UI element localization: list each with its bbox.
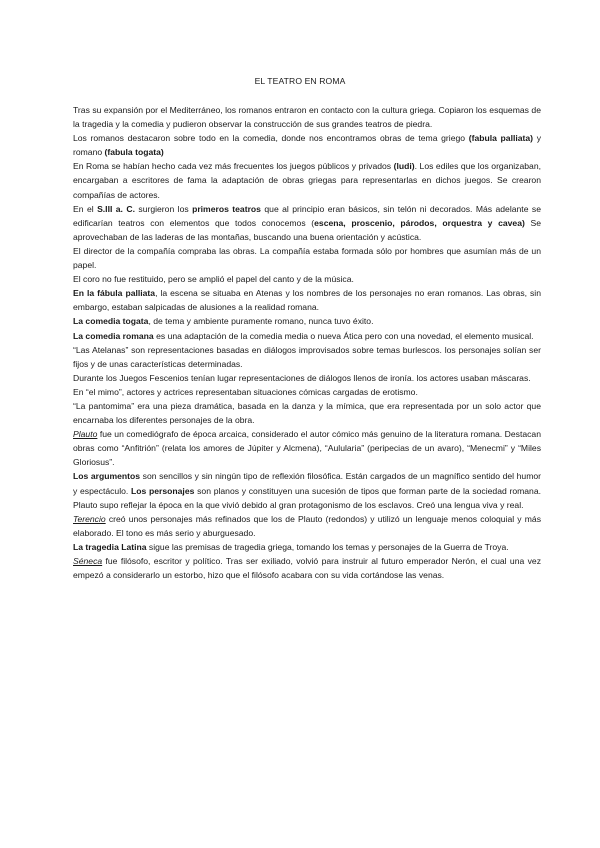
- paragraph-atelanas: “Las Atelanas” son representaciones basadas en diálogos improvisados sobre temas burlescos. los personajes solían ser fijos y de unas características determinadas.: [73, 344, 541, 369]
- paragraph-juegos: En Roma se habían hecho cada vez más frecuentes los juegos públicos y privados (ludi). Los ediles que los organizaban, encargaban a escritores de fama la adaptación de obras griegas para representarlas en dichos juegos. Se crearon compañías de actores.: [73, 161, 541, 200]
- page-title: EL TEATRO EN ROMA: [254, 76, 346, 86]
- paragraph-director: El director de la compañía compraba las obras. La compañía estaba formada sólo por hombres que asumían más de un papel.: [73, 245, 541, 271]
- paragraph-pantomima: “La pantomima” era una pieza dramática, basada en la danza y la mímica, que era representada por un solo actor que encarnaba los diferentes personajes de la obra.: [73, 400, 541, 426]
- paragraph-teatros: En el S.III a. C. surgieron los primeros teatros que al principio eran básicos, sin telón ni decorados. Más adelante se edificarían teatros con elementos que todos conocemos (escena, proscenio, párodos, orquestra y cavea) Se aprovechaban de las laderas de las montañas, buscando una buena orientación y acústica.: [73, 203, 542, 242]
- paragraph-fescenios: Durante los Juegos Fescenios tenían lugar representaciones de diálogos llenos de ironía. los actores usaban máscaras.: [73, 372, 531, 383]
- document-body: [73, 103, 541, 582]
- paragraph-mimo: En “el mimo”, actores y actrices representaban situaciones cómicas cargadas de erotismo.: [73, 386, 418, 397]
- paragraph-terencio: Terencio creó unos personajes más refinados que los de Plauto (redondos) y utilizó un lenguaje menos coloquial y más elaborado. El tono es más serio y aburguesado.: [73, 513, 541, 538]
- paragraph-comedia-romana: La comedia romana es una adaptación de la comedia media o nueva Ática pero con una novedad, el elemento musical.: [73, 330, 534, 341]
- paragraph-plauto: Plauto fue un comediógrafo de época arcaica, considerado el autor cómico más genuino de la literatura romana. Destacan obras como “Anfitrión” (relata los amores de Júpiter y Alcmena), “Aulularia” (peripecias de un avaro), “Menecmi” y “Miles Gloriosus”.: [73, 429, 541, 468]
- paragraph-togata: La comedia togata, de tema y ambiente puramente romano, nunca tuvo éxito.: [73, 316, 374, 327]
- paragraph-palliata: En la fábula palliata, la escena se situaba en Atenas y los nombres de los personajes no eran romanos. Las obras, sin embargo, estaban salpicadas de alusiones a la realidad romana.: [73, 288, 541, 313]
- paragraph-seneca: Séneca fue filósofo, escritor y político. Tras ser exiliado, volvió para instruir al futuro emperador Nerón, el cual una vez empezó a considerarlo un estorbo, hizo que el filósofo acabara con su vida cortándose las venas.: [73, 556, 541, 581]
- paragraph-expansion: Tras su expansión por el Mediterráneo, los romanos entraron en contacto con la cultura griega. Copiaron los esquemas de la tragedia y la comedia y pudieron observar la construcción de sus grandes teatros de piedra.: [73, 105, 541, 130]
- paragraph-argumentos: Los argumentos son sencillos y sin ningún tipo de reflexión filosófica. Están cargados de un magnífico sentido del humor y espectáculo. Los personajes son planos y constituyen una sucesión de tipos que forman parte de la sociedad romana. Plauto supo reflejar la época en la que vivió debido al gran protagonismo de los esclavos. Creó una lengua viva y real.: [73, 471, 542, 510]
- paragraph-comedia: Los romanos destacaron sobre todo en la comedia, donde nos encontramos obras de tema griego (fabula palliata) y romano (fabula togata): [73, 133, 542, 158]
- paragraph-tragedia: La tragedia Latina sigue las premisas de tragedia griega, tomando los temas y personajes de la Guerra de Troya.: [73, 541, 509, 552]
- paragraph-coro: El coro no fue restituido, pero se amplió el papel del canto y de la música.: [73, 274, 354, 285]
